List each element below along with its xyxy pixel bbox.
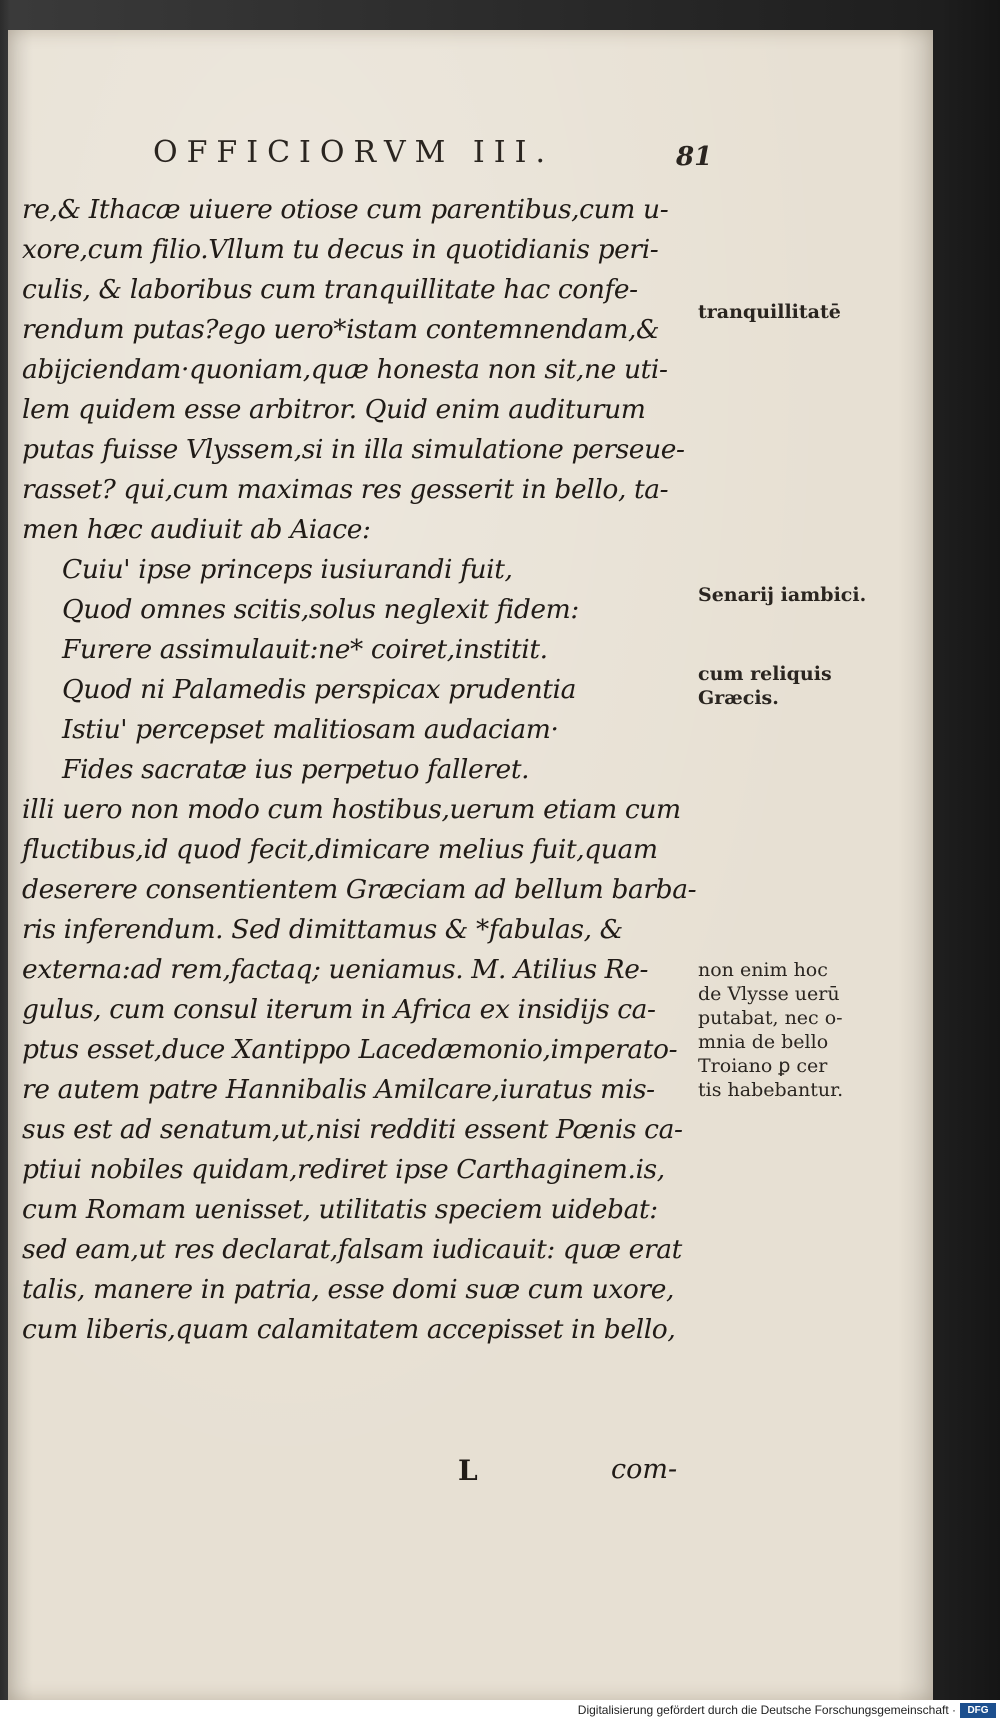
signature-mark: L — [458, 1454, 478, 1487]
margin-note-tranquillitatem: tranquillitatē — [698, 301, 841, 323]
text-line: men hæc audiuit ab Aiace: — [22, 514, 371, 545]
text-line: rasset? qui,cum maximas res gesserit in bello, ta- — [22, 474, 669, 505]
text-line: gulus, cum consul iterum in Africa ex insidijs ca- — [22, 994, 656, 1025]
verse-line: Furere assimulauit:ne* coiret,institit. — [62, 634, 548, 665]
catchword: com- — [611, 1454, 678, 1485]
text-line: cum liberis,quam calamitatem accepisset in bello, — [22, 1314, 676, 1345]
margin-note-senarii: Senarij iambici. — [698, 584, 867, 606]
verse-line: Cuiu' ipse princeps iusiurandi fuit, — [62, 554, 513, 585]
text-line: re,& Ithacæ uiuere otiose cum parentibus,cum u- — [22, 194, 669, 225]
text-line: deserere consentientem Græciam ad bellum barba- — [22, 874, 697, 905]
margin-note-graecis — [698, 662, 918, 710]
verse-line: Fides sacratæ ius perpetuo falleret. — [62, 754, 530, 785]
text-line: externa:ad rem,factaq; ueniamus. M. Atilius Re- — [22, 954, 649, 985]
margin-note-line: Græcis. — [698, 687, 779, 709]
text-line: sed eam,ut res declarat,falsam iudicauit: quæ erat — [22, 1234, 682, 1265]
margin-note-line: tis habebantur. — [698, 1079, 844, 1101]
text-line: abijciendam·quoniam,quæ honesta non sit,ne uti- — [22, 354, 668, 385]
text-line: re autem patre Hannibalis Amilcare,iuratus mis- — [22, 1074, 655, 1105]
text-line: illi uero non modo cum hostibus,uerum etiam cum — [22, 794, 681, 825]
text-line: rendum putas?ego uero*istam contemnendam,& — [22, 314, 660, 345]
digitization-credit-text: Digitalisierung gefördert durch die Deutsche Forschungsgemeinschaft · — [577, 1703, 956, 1717]
main-text-block — [22, 190, 722, 1350]
text-line: ptiui nobiles quidam,rediret ipse Carthaginem.is, — [22, 1154, 665, 1185]
margin-note-line: Troiano ꝑ cer — [698, 1055, 828, 1077]
text-line: fluctibus,id quod fecit,dimicare melius fuit,quam — [22, 834, 658, 865]
digitization-credit-bar — [0, 1700, 1000, 1722]
book-page — [8, 30, 933, 1700]
margin-note-line: de Vlysse uerū — [698, 983, 840, 1005]
verse-line: Quod omnes scitis,solus neglexit fidem: — [62, 594, 579, 625]
text-line: putas fuisse Vlyssem,si in illa simulatione perseue- — [22, 434, 685, 465]
text-line: culis, & laboribus cum tranquillitate hac confe- — [22, 274, 638, 305]
margin-note-line: non enim hoc — [698, 959, 828, 981]
text-line: xore,cum filio.Vllum tu decus in quotidianis peri- — [22, 234, 659, 265]
margin-note-fabulas — [698, 958, 918, 1102]
margin-note-line: cum reliquis — [698, 663, 832, 685]
page-number: 81 — [676, 142, 713, 172]
verse-line: Istiu' percepset malitiosam audaciam· — [62, 714, 559, 745]
text-line: sus est ad senatum,ut,nisi redditi essent Pœnis ca- — [22, 1114, 683, 1145]
verse-line: Quod ni Palamedis perspicax prudentia — [62, 674, 576, 705]
text-line: cum Romam uenisset, utilitatis speciem uidebat: — [22, 1194, 658, 1225]
text-line: lem quidem esse arbitror. Quid enim auditurum — [22, 394, 646, 425]
margin-note-line: putabat, nec o- — [698, 1007, 843, 1029]
dfg-logo-icon: DFG — [960, 1703, 996, 1718]
text-line: talis, manere in patria, esse domi suæ cum uxore, — [22, 1274, 674, 1305]
text-line: ris inferendum. Sed dimittamus & *fabulas, & — [22, 914, 623, 945]
running-head: OFFICIORVM III. — [153, 135, 555, 170]
margin-note-line: mnia de bello — [698, 1031, 829, 1053]
text-line: ptus esset,duce Xantippo Lacedæmonio,imperato- — [22, 1034, 678, 1065]
